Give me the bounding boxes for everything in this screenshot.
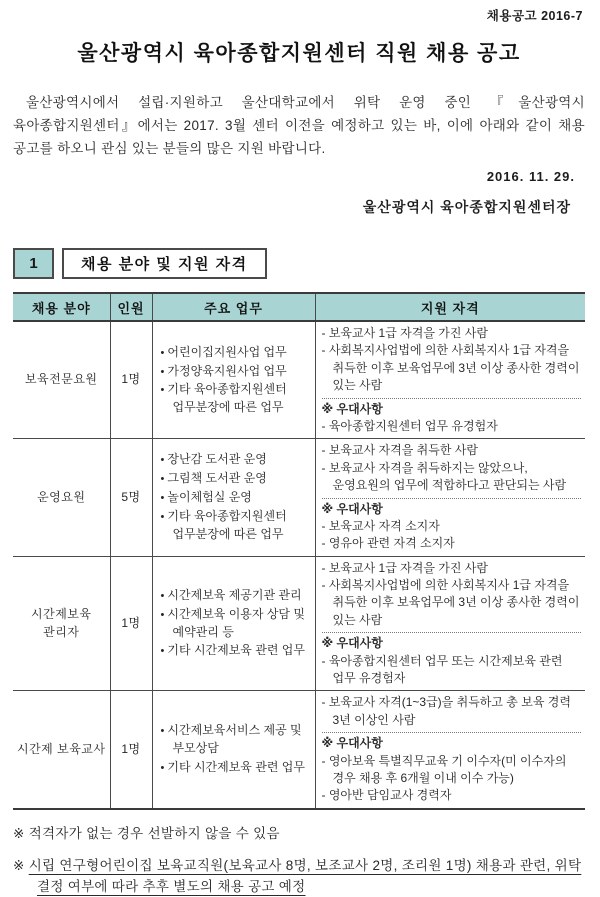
footer-notes — [13, 823, 585, 897]
table-row — [13, 691, 585, 809]
document-date: 2016. 11. 29. — [486, 169, 575, 184]
duty-item: • 어린이집지원사업 업무 — [161, 344, 311, 362]
intro-paragraph — [13, 91, 585, 160]
field-cell: 시간제보육 관리자 — [13, 556, 110, 691]
qualifications-cell — [315, 691, 585, 809]
duty-item: • 시간제보육 제공기관 관리 — [161, 587, 311, 605]
table-row — [13, 321, 585, 439]
preferred-label: ※ 우대사항 — [321, 401, 383, 416]
duty-item: • 놀이체험실 운영 — [161, 489, 311, 507]
preferred-item: - 영유아 관련 자격 소지자 — [322, 535, 582, 552]
dotted-divider — [322, 732, 582, 733]
count-cell: 1명 — [110, 321, 152, 439]
note-text: 시립 연구형어린이집 보육교직원(보육교사 8명, 보조교사 2명, 조리원 1명) 채용과 관련, 위탁 결정 여부에 따라 추후 별도의 채용 공고 예정 — [28, 857, 582, 894]
dotted-divider — [322, 632, 582, 633]
qualification-item: - 보육교사 1급 자격을 가진 사람 — [322, 560, 582, 577]
field-cell: 시간제 보육교사 — [13, 691, 110, 809]
note-text: 적격자가 없는 경우 선발하지 않을 수 있음 — [28, 825, 280, 841]
duty-item: • 시간제보육 이용자 상담 및 예약관리 등 — [161, 606, 311, 641]
duty-item: • 기타 육아종합지원센터 업무분장에 따른 업무 — [161, 381, 311, 416]
preferred-label: ※ 우대사항 — [321, 736, 383, 751]
preferred-label: ※ 우대사항 — [321, 501, 383, 516]
table-row — [13, 556, 585, 691]
preferred-item: - 육아종합지원센터 업무 또는 시간제보육 관련 업무 유경험자 — [322, 653, 582, 688]
qualification-list — [322, 694, 582, 729]
duties-cell — [152, 439, 315, 556]
section-number-badge: 1 — [13, 248, 54, 279]
count-cell: 5명 — [110, 439, 152, 556]
duties-cell — [152, 556, 315, 691]
ref-number-label: 채용공고 2016-7 — [486, 9, 583, 23]
field-cell: 운영요원 — [13, 439, 110, 556]
section-header — [13, 248, 585, 279]
qualifications-cell — [315, 556, 585, 691]
note-item — [13, 823, 585, 844]
note-item — [13, 855, 585, 897]
preferred-label: ※ 우대사항 — [321, 636, 383, 651]
qualification-item: - 보육교사 자격(1~3급)을 취득하고 총 보육 경력 3년 이상인 사람 — [322, 694, 582, 729]
count-cell: 1명 — [110, 556, 152, 691]
intro-text: 울산광역시에서 설립·지원하고 울산대학교에서 위탁 운영 중인 『울산광역시 육아종합지원센터』에서는 2017. 3월 센터 이전을 예정하고 있는 바, 이에 아래와 같이 채용 공고를 하오니 관심 있는 분들의 많은 지원 바랍니다. — [13, 95, 585, 156]
section-title: 채용 분야 및 지원 자격 — [62, 248, 267, 279]
note-marker: ※ — [13, 857, 25, 873]
qualification-list — [322, 325, 582, 395]
table-header-row — [13, 293, 585, 321]
duty-item: • 시간제보육서비스 제공 및 부모상담 — [161, 722, 311, 757]
duties-cell — [152, 321, 315, 439]
qualification-item: - 보육교사 자격을 취득하지는 않았으나, 운영요원의 업무에 적합하다고 판단되는 사람 — [322, 460, 582, 495]
preferred-item: - 영아보육 특별직무교육 기 이수자(미 이수자의 경우 채용 후 6개월 이내 이수 가능) — [322, 753, 582, 788]
duty-item: • 기타 시간제보육 관련 업무 — [161, 642, 311, 660]
duty-item: • 가정양육지원사업 업무 — [161, 363, 311, 381]
table-row — [13, 439, 585, 556]
qualification-list — [322, 560, 582, 630]
duty-item: • 그림책 도서관 운영 — [161, 470, 311, 488]
field-cell: 보육전문요원 — [13, 321, 110, 439]
qualification-item: - 사회복지사업법에 의한 사회복지사 1급 자격을 취득한 이후 보육업무에 3년 이상 종사한 경력이 있는 사람 — [322, 342, 582, 394]
recruitment-table — [13, 292, 585, 810]
column-header-field: 채용 분야 — [13, 293, 110, 321]
duty-item: • 장난감 도서관 운영 — [161, 451, 311, 469]
document-signer: 울산광역시 육아종합지원센터장 — [362, 199, 571, 215]
count-cell: 1명 — [110, 691, 152, 809]
qualification-item: - 보육교사 자격을 취득한 사람 — [322, 442, 582, 459]
qualification-item: - 보육교사 1급 자격을 가진 사람 — [322, 325, 582, 342]
qualification-list — [322, 442, 582, 494]
qualifications-cell — [315, 321, 585, 439]
document-title: 울산광역시 육아종합지원센터 직원 채용 공고 — [77, 42, 521, 65]
qualifications-cell — [315, 439, 585, 556]
preferred-list — [322, 753, 582, 805]
preferred-list — [322, 653, 582, 688]
duty-item: • 기타 시간제보육 관련 업무 — [161, 759, 311, 777]
duties-cell — [152, 691, 315, 809]
note-marker: ※ — [13, 825, 25, 841]
preferred-list — [322, 518, 582, 553]
dotted-divider — [322, 498, 582, 499]
preferred-item: - 영아반 담임교사 경력자 — [322, 787, 582, 804]
dotted-divider — [322, 398, 582, 399]
column-header-count: 인원 — [110, 293, 152, 321]
preferred-item: - 보육교사 자격 소지자 — [322, 518, 582, 535]
column-header-duties: 주요 업무 — [152, 293, 315, 321]
preferred-list — [322, 418, 582, 435]
duty-item: • 기타 육아종합지원센터 업무분장에 따른 업무 — [161, 508, 311, 543]
preferred-item: - 육아종합지원센터 업무 유경험자 — [322, 418, 582, 435]
column-header-qualifications: 지원 자격 — [315, 293, 585, 321]
qualification-item: - 사회복지사업법에 의한 사회복지사 1급 자격을 취득한 이후 보육업무에 3년 이상 종사한 경력이 있는 사람 — [322, 577, 582, 629]
